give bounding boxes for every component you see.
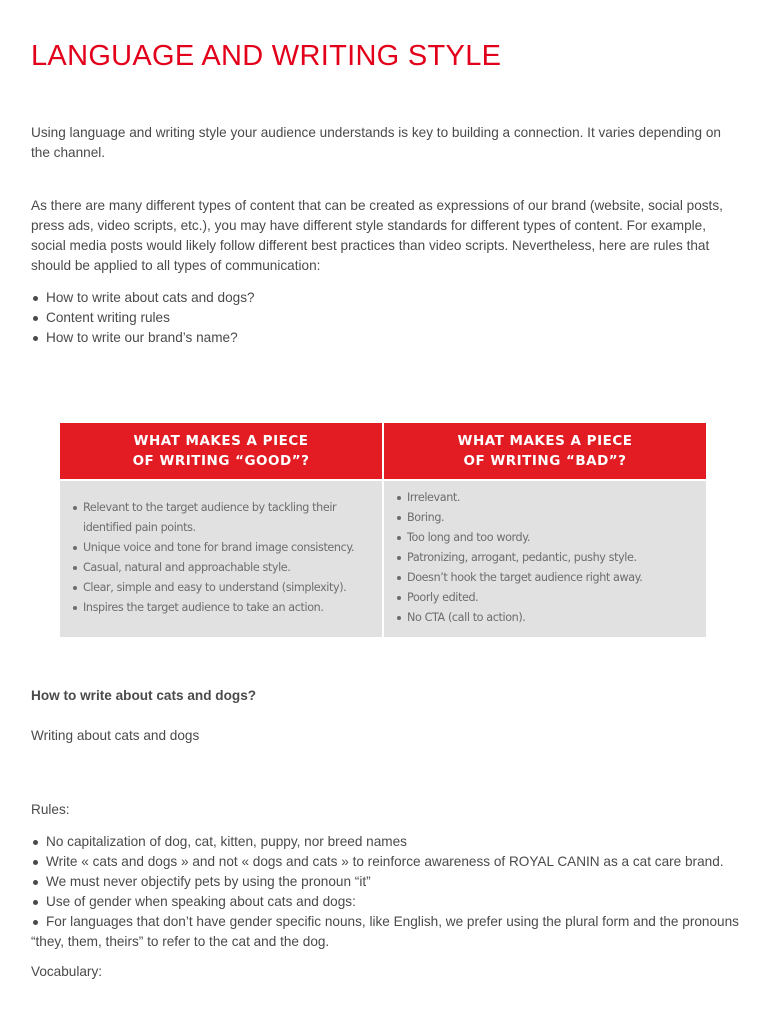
bullet-icon bbox=[33, 860, 38, 865]
page-title: LANGUAGE AND WRITING STYLE bbox=[31, 40, 502, 72]
content-types-paragraph: As there are many different types of content that can be created as expressions of our brand (website, social posts, press ads, video scripts, etc.), you may have different style standards for different types of content. For example, social media posts would likely follow different best practices than video scripts. Nevertheless, here are rules that should be applied to all types of communication: bbox=[31, 198, 723, 273]
good-item: Casual, natural and approachable style. bbox=[72, 558, 374, 578]
bad-item: Poorly edited. bbox=[396, 588, 698, 608]
vocabulary-label: Vocabulary: bbox=[31, 964, 103, 979]
bullet-icon bbox=[33, 920, 38, 925]
rules-list bbox=[31, 832, 741, 952]
list-item: We must never objectify pets by using the pronoun “it” bbox=[31, 872, 741, 892]
bad-item: Boring. bbox=[396, 508, 698, 528]
list-item: How to write our brand’s name? bbox=[31, 328, 741, 348]
good-item: Clear, simple and easy to understand (simplexity). bbox=[72, 578, 374, 598]
intro-paragraph: Using language and writing style your audience understands is key to building a connection. It varies depending on the channel. bbox=[31, 125, 721, 160]
rules-label: Rules: bbox=[31, 802, 70, 817]
bad-item: Too long and too wordy. bbox=[396, 528, 698, 548]
good-items bbox=[60, 481, 382, 618]
list-item: Use of gender when speaking about cats and dogs: bbox=[31, 892, 741, 912]
bullet-icon bbox=[33, 316, 38, 321]
bad-item: Patronizing, arrogant, pedantic, pushy style. bbox=[396, 548, 698, 568]
bullet-icon bbox=[33, 900, 38, 905]
bullet-icon bbox=[33, 880, 38, 885]
bad-heading: WHAT MAKES A PIECE OF WRITING “BAD”? bbox=[384, 423, 706, 481]
list-item: Write « cats and dogs » and not « dogs and cats » to reinforce awareness of ROYAL CANIN as a cat care brand. bbox=[31, 852, 741, 872]
bad-item: Irrelevant. bbox=[396, 488, 698, 508]
list-item: Content writing rules bbox=[31, 308, 741, 328]
bullet-icon bbox=[33, 296, 38, 301]
topics-list bbox=[31, 288, 741, 348]
bullet-icon bbox=[33, 840, 38, 845]
list-item: For languages that don’t have gender specific nouns, like English, we prefer using the plural form and the pronouns “they, them, theirs” to refer to the cat and the dog. bbox=[31, 914, 739, 949]
list-item: How to write about cats and dogs? bbox=[31, 288, 741, 308]
good-item: Unique voice and tone for brand image consistency. bbox=[72, 538, 374, 558]
bullet-icon bbox=[33, 336, 38, 341]
bad-item: Doesn’t hook the target audience right away. bbox=[396, 568, 698, 588]
good-column bbox=[60, 423, 382, 637]
list-item: No capitalization of dog, cat, kitten, puppy, nor breed names bbox=[31, 832, 741, 852]
bad-items bbox=[384, 481, 706, 628]
bad-column bbox=[382, 423, 706, 637]
bad-item: No CTA (call to action). bbox=[396, 608, 698, 628]
good-bad-writing-table bbox=[60, 423, 706, 637]
section-heading: How to write about cats and dogs? bbox=[31, 688, 257, 703]
section-subtitle: Writing about cats and dogs bbox=[31, 728, 200, 743]
good-heading: WHAT MAKES A PIECE OF WRITING “GOOD”? bbox=[60, 423, 382, 481]
good-item: Relevant to the target audience by tackling their identified pain points. bbox=[72, 498, 374, 538]
good-item: Inspires the target audience to take an action. bbox=[72, 598, 374, 618]
